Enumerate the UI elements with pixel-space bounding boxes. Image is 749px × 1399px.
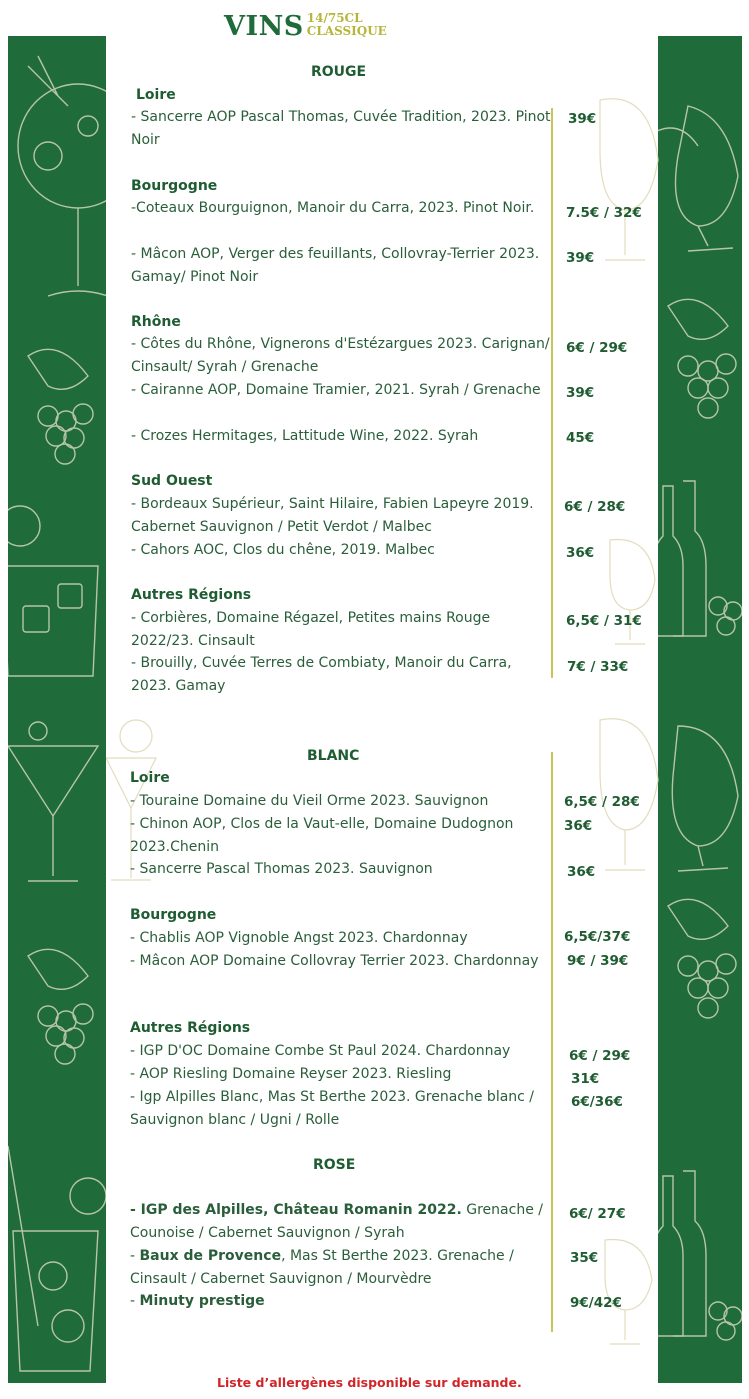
wine-price: 31€	[571, 1071, 600, 1087]
wine-glasses-icon	[672, 726, 738, 871]
wine-entry: - Chablis AOP Vignoble Angst 2023. Chardonnay	[130, 930, 468, 946]
wine-price: 6€ / 29€	[566, 340, 628, 356]
wine-price: 7.5€ / 32€	[566, 205, 642, 221]
region-heading: Autres Régions	[130, 1020, 251, 1036]
wine-price: 36€	[566, 545, 595, 561]
region-heading: Bourgogne	[130, 907, 217, 923]
wine-entry: - Igp Alpilles Blanc, Mas St Berthe 2023. Grenache blanc / Sauvignon blanc / Ugni / Rolle	[130, 1089, 535, 1128]
allergen-note: Liste d’allergènes disponible sur demande.	[217, 1375, 522, 1390]
wine-entry: - Mâcon AOP Domaine Collovray Terrier 2023. Chardonnay	[130, 953, 539, 969]
section-title-blanc: BLANC	[307, 748, 360, 764]
wine-price: 6,5€/37€	[564, 929, 631, 945]
martini-glass-icon	[8, 722, 98, 881]
wine-price: 9€/42€	[570, 1295, 622, 1311]
tumbler-glass-icon	[8, 506, 98, 676]
wine-glass-illustration	[590, 80, 660, 280]
wine-entry: - Corbières, Domaine Régazel, Petites mains Rouge 2022/23. Cinsault	[131, 610, 491, 649]
region-heading: Autres Régions	[131, 587, 252, 603]
wine-entry: -Coteaux Bourguignon, Manoir du Carra, 2023. Pinot Noir.	[131, 200, 535, 216]
wine-name-bold: - IGP des Alpilles, Château Romanin 2022.	[130, 1202, 462, 1218]
region-heading: Loire	[130, 770, 170, 786]
wine-price: 6€/36€	[571, 1094, 623, 1110]
wine-entry	[130, 1290, 550, 1313]
wine-bullet: -	[130, 1248, 140, 1264]
wine-bottles-icon	[658, 1171, 742, 1340]
wine-details: , Mas St Berthe 2023. Grenache / Cinsault / Cabernet Sauvignon / Mourvèdre	[130, 1248, 514, 1287]
wine-details: Grenache / Counoise / Cabernet Sauvignon / Syrah	[130, 1202, 543, 1241]
wine-glass-illustration	[590, 1230, 658, 1350]
wine-entry: - Brouilly, Cuvée Terres de Combiaty, Manoir du Carra, 2023. Gamay	[131, 655, 512, 694]
wine-entry: - Chinon AOP, Clos de la Vaut-elle, Domaine Dudognon 2023.Chenin	[130, 816, 514, 855]
region-heading: Rhône	[131, 314, 181, 330]
wine-price: 39€	[568, 111, 597, 127]
wine-entry: - Côtes du Rhône, Vignerons d'Estézargues 2023. Carignan/ Cinsault/ Syrah / Grenache	[131, 336, 550, 375]
wine-price: 39€	[566, 385, 595, 401]
wine-entry: - Cairanne AOP, Domaine Tramier, 2021. Syrah / Grenache	[131, 382, 541, 398]
region-heading: Bourgogne	[131, 178, 218, 194]
wine-entry: - Sancerre Pascal Thomas 2023. Sauvignon	[130, 861, 433, 877]
wine-glasses-icon	[658, 106, 738, 251]
wine-price: 36€	[564, 818, 593, 834]
wine-price: 7€ / 33€	[567, 659, 629, 675]
wine-price: 6€/ 27€	[569, 1206, 626, 1222]
grapes-icon	[28, 349, 93, 464]
wine-name-bold: Baux de Provence	[139, 1248, 282, 1264]
wine-name-bold: Minuty prestige	[139, 1293, 265, 1309]
wine-price: 9€ / 39€	[567, 953, 629, 969]
cocktail-glass-icon	[18, 56, 106, 296]
wine-entry: - IGP D'OC Domaine Combe St Paul 2024. Chardonnay	[130, 1043, 511, 1059]
wine-glass-illustration	[595, 520, 660, 650]
section-title-rose: ROSE	[313, 1157, 356, 1173]
grapes-icon	[28, 949, 93, 1064]
wine-bullet: -	[130, 1293, 140, 1309]
region-heading: Sud Ouest	[131, 473, 213, 489]
wine-entry: - Mâcon AOP, Verger des feuillants, Collovray-Terrier 2023. Gamay/ Pinot Noir	[131, 246, 540, 285]
wine-price: 6€ / 29€	[569, 1048, 631, 1064]
wine-price: 6,5€ / 28€	[564, 794, 640, 810]
wine-entry: - Sancerre AOP Pascal Thomas, Cuvée Tradition, 2023. Pinot Noir	[131, 109, 551, 148]
wine-price: 36€	[567, 864, 596, 880]
menu-subtitle	[307, 12, 387, 38]
wine-entry	[130, 1245, 550, 1291]
region-heading: Loire	[136, 87, 176, 103]
left-decorative-strip	[8, 36, 106, 1383]
wine-price: 6,5€ / 31€	[566, 613, 642, 629]
wine-entry: - Crozes Hermitages, Lattitude Wine, 2022. Syrah	[131, 428, 479, 444]
wine-bottles-icon	[658, 481, 742, 636]
wine-entry	[130, 1199, 550, 1245]
wine-price: 45€	[566, 430, 595, 446]
wine-entry: - Bordeaux Supérieur, Saint Hilaire, Fabien Lapeyre 2019. Cabernet Sauvignon / Petit Verdot / Malbec	[131, 496, 534, 535]
grapes-icon	[668, 299, 736, 418]
right-decorative-strip	[658, 36, 742, 1383]
menu-title: VINS	[224, 11, 304, 42]
grapes-icon	[668, 899, 736, 1018]
price-divider-line	[551, 108, 553, 678]
wine-glass-illustration	[590, 700, 660, 880]
wine-entry: - AOP Riesling Domaine Reyser 2023. Riesling	[130, 1066, 452, 1082]
wine-price: 35€	[570, 1250, 599, 1266]
wine-price: 6€ / 28€	[564, 499, 626, 515]
section-title-rouge: ROUGE	[311, 64, 367, 80]
wine-entry: - Touraine Domaine du Vieil Orme 2023. Sauvignon	[130, 793, 489, 809]
wine-price: 39€	[566, 250, 595, 266]
bottle-format: 14/75CL	[306, 11, 363, 25]
wine-entry: - Cahors AOC, Clos du chêne, 2019. Malbec	[131, 542, 435, 558]
highball-glass-icon	[8, 1146, 106, 1371]
menu-category: CLASSIQUE	[306, 24, 387, 38]
menu-header	[224, 10, 387, 44]
